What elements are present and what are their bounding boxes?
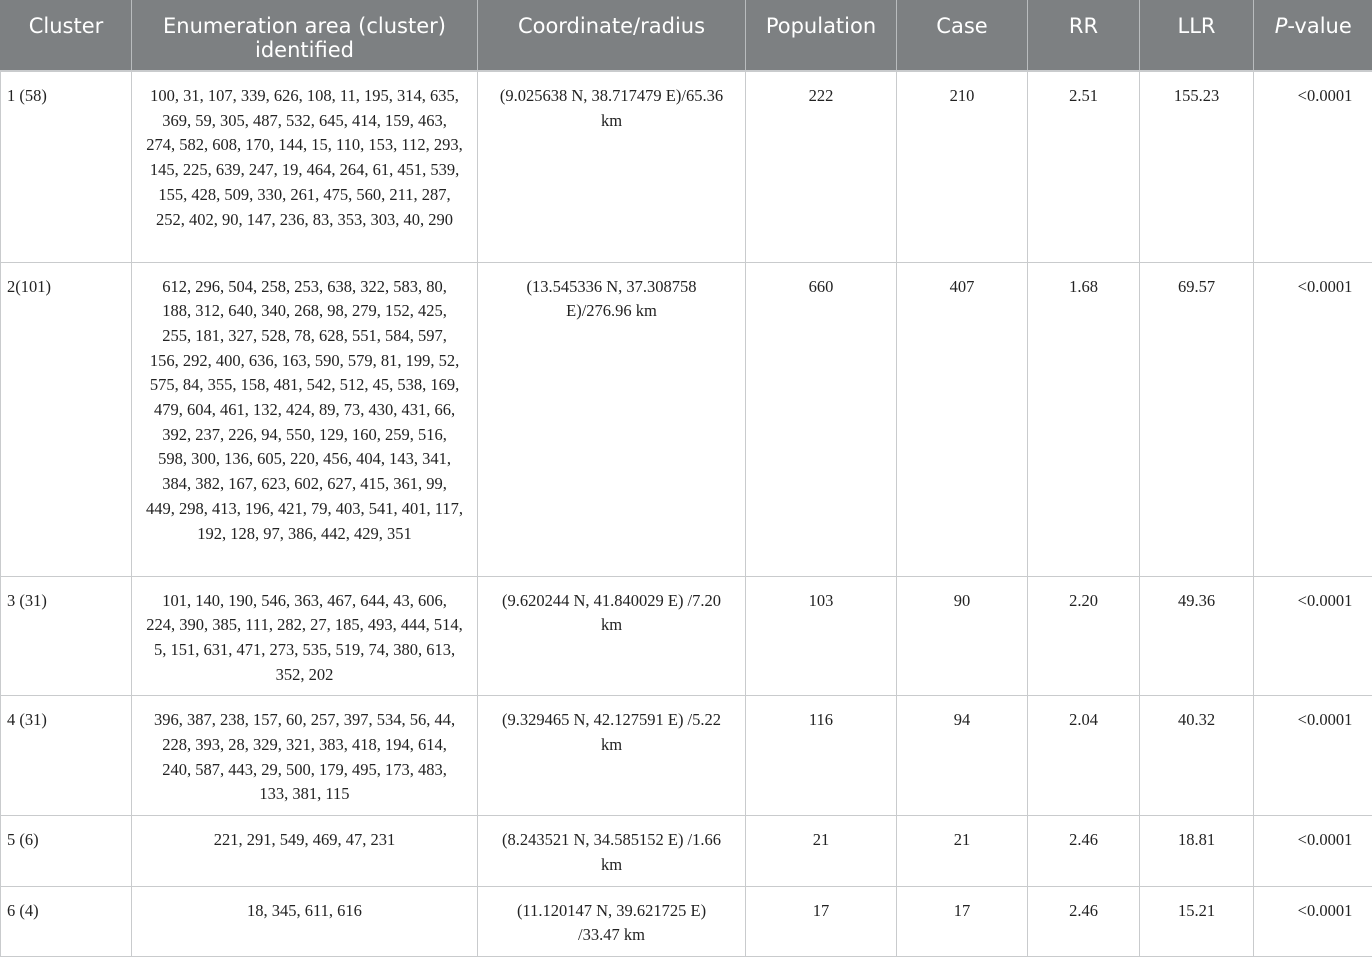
- cell-rr: 2.46: [1028, 886, 1140, 956]
- cell-cluster: 6 (4): [1, 886, 132, 956]
- header-population: Population: [746, 0, 897, 71]
- cell-population: 116: [746, 696, 897, 816]
- cell-population: 17: [746, 886, 897, 956]
- table-header-row: [1, 0, 1372, 71]
- cell-case: 210: [897, 71, 1028, 262]
- cell-coordinate-radius: (11.120147 N, 39.621725 E) /33.47 km: [478, 886, 746, 956]
- cell-coordinate-radius: (8.243521 N, 34.585152 E) /1.66 km: [478, 816, 746, 886]
- cell-p-value: <0.0001: [1254, 576, 1372, 696]
- cell-rr: 2.46: [1028, 816, 1140, 886]
- cell-coordinate-radius: (13.545336 N, 37.308758 E)/276.96 km: [478, 262, 746, 576]
- cell-p-value: <0.0001: [1254, 816, 1372, 886]
- table-row: [1, 262, 1372, 576]
- cell-llr: 49.36: [1140, 576, 1254, 696]
- cell-coordinate-radius: (9.025638 N, 38.717479 E)/65.36 km: [478, 71, 746, 262]
- table-row: [1, 696, 1372, 816]
- table-row: [1, 886, 1372, 956]
- cell-llr: 69.57: [1140, 262, 1254, 576]
- cell-enumeration-area: 101, 140, 190, 546, 363, 467, 644, 43, 606, 224, 390, 385, 111, 282, 27, 185, 493, 444, 514, 5, 151, 631, 471, 273, 535, 519, 74, 380, 613, 352, 202: [132, 576, 478, 696]
- cell-enumeration-area: 100, 31, 107, 339, 626, 108, 11, 195, 314, 635, 369, 59, 305, 487, 532, 645, 414, 159, 463, 274, 582, 608, 170, 144, 15, 110, 153, 112, 293, 145, 225, 639, 247, 19, 464, 264, 61, 451, 539, 155, 428, 509, 330, 261, 475, 560, 211, 287, 252, 402, 90, 147, 236, 83, 353, 303, 40, 290: [132, 71, 478, 262]
- table-row: [1, 71, 1372, 262]
- cell-p-value: <0.0001: [1254, 696, 1372, 816]
- cell-llr: 15.21: [1140, 886, 1254, 956]
- cell-case: 21: [897, 816, 1028, 886]
- cell-coordinate-radius: (9.620244 N, 41.840029 E) /7.20 km: [478, 576, 746, 696]
- header-coordinate-radius: Coordinate/radius: [478, 0, 746, 71]
- cell-enumeration-area: 18, 345, 611, 616: [132, 886, 478, 956]
- cell-case: 407: [897, 262, 1028, 576]
- cell-llr: 18.81: [1140, 816, 1254, 886]
- cell-case: 17: [897, 886, 1028, 956]
- cell-p-value: <0.0001: [1254, 262, 1372, 576]
- header-llr: LLR: [1140, 0, 1254, 71]
- cell-enumeration-area: 221, 291, 549, 469, 47, 231: [132, 816, 478, 886]
- cell-rr: 1.68: [1028, 262, 1140, 576]
- cell-population: 222: [746, 71, 897, 262]
- cell-rr: 2.51: [1028, 71, 1140, 262]
- cell-cluster: 1 (58): [1, 71, 132, 262]
- cell-llr: 155.23: [1140, 71, 1254, 262]
- header-enumeration-area: Enumeration area (cluster) identified: [132, 0, 478, 71]
- cell-cluster: 3 (31): [1, 576, 132, 696]
- cell-p-value: <0.0001: [1254, 886, 1372, 956]
- cell-rr: 2.20: [1028, 576, 1140, 696]
- cell-cluster: 5 (6): [1, 816, 132, 886]
- cell-case: 94: [897, 696, 1028, 816]
- table-row: [1, 576, 1372, 696]
- header-p-value: [1254, 0, 1372, 71]
- header-cluster: Cluster: [1, 0, 132, 71]
- cell-population: 103: [746, 576, 897, 696]
- cell-population: 660: [746, 262, 897, 576]
- cell-rr: 2.04: [1028, 696, 1140, 816]
- header-rr: RR: [1028, 0, 1140, 71]
- table-row: [1, 816, 1372, 886]
- header-case: Case: [897, 0, 1028, 71]
- cell-cluster: 4 (31): [1, 696, 132, 816]
- cell-population: 21: [746, 816, 897, 886]
- cell-p-value: <0.0001: [1254, 71, 1372, 262]
- header-p-italic: P: [1275, 14, 1288, 38]
- header-p-suffix: -value: [1287, 14, 1351, 38]
- cell-case: 90: [897, 576, 1028, 696]
- cell-llr: 40.32: [1140, 696, 1254, 816]
- cell-coordinate-radius: (9.329465 N, 42.127591 E) /5.22 km: [478, 696, 746, 816]
- cell-cluster: 2(101): [1, 262, 132, 576]
- cell-enumeration-area: 396, 387, 238, 157, 60, 257, 397, 534, 56, 44, 228, 393, 28, 329, 321, 383, 418, 194, 614, 240, 587, 443, 29, 500, 179, 495, 173, 483, 133, 381, 115: [132, 696, 478, 816]
- cell-enumeration-area: 612, 296, 504, 258, 253, 638, 322, 583, 80, 188, 312, 640, 340, 268, 98, 279, 152, 425, 255, 181, 327, 528, 78, 628, 551, 584, 597, 156, 292, 400, 636, 163, 590, 579, 81, 199, 52, 575, 84, 355, 158, 481, 542, 512, 45, 538, 169, 479, 604, 461, 132, 424, 89, 73, 430, 431, 66, 392, 237, 226, 94, 550, 129, 160, 259, 516, 598, 300, 136, 605, 220, 456, 404, 143, 341, 384, 382, 167, 623, 602, 627, 415, 361, 99, 449, 298, 413, 196, 421, 79, 403, 541, 401, 117, 192, 128, 97, 386, 442, 429, 351: [132, 262, 478, 576]
